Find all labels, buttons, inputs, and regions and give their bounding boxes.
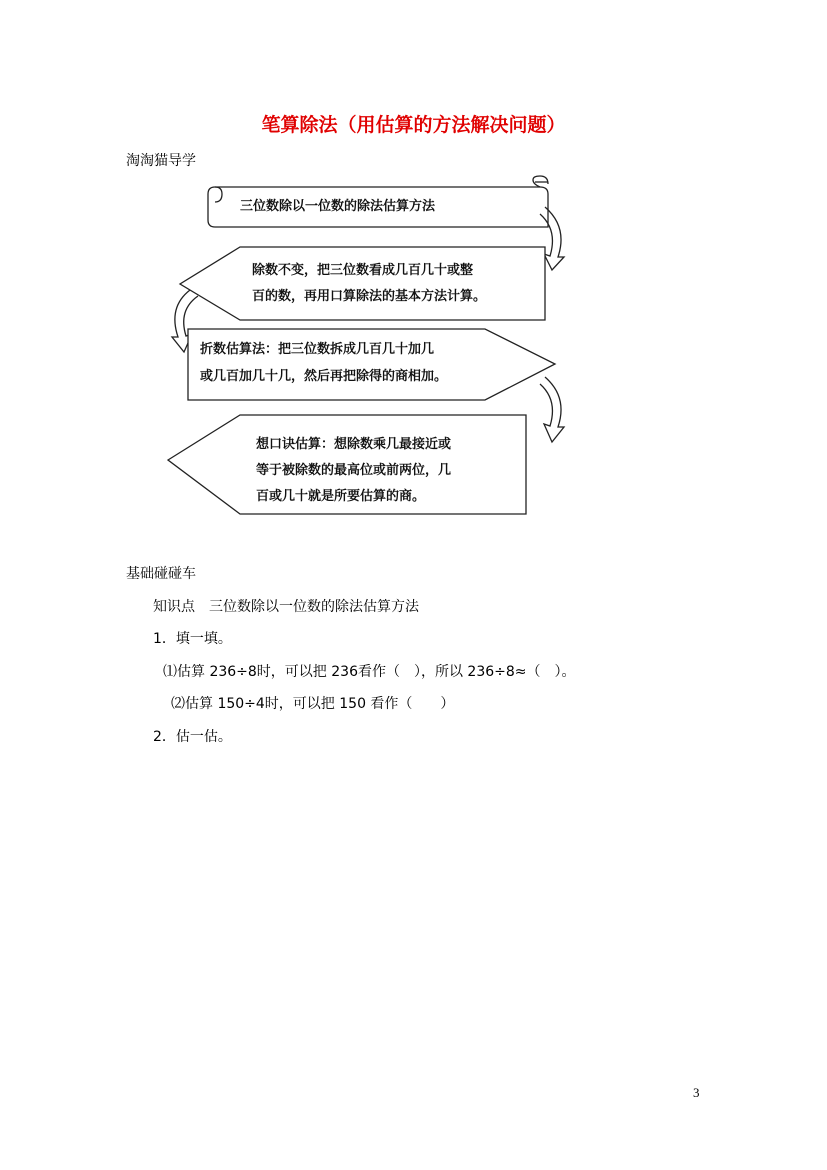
question-1-part-1: ⑴估算 236÷8时，可以把 236看作（ ），所以 236÷8≈（ ）。 — [163, 664, 576, 680]
method-1-line-2: 百的数，再用口算除法的基本方法计算。 — [252, 289, 487, 304]
curved-arrow-icon — [540, 377, 564, 442]
method-box-2 — [188, 329, 555, 400]
question-1: 1．填一填。 — [153, 631, 232, 647]
method-3-line-1: 想口诀估算：想除数乘几最接近或 — [256, 437, 452, 452]
method-box-1 — [180, 247, 545, 320]
section-heading-guide: 淘淘猫导学 — [126, 153, 196, 169]
method-1-line-1: 除数不变，把三位数看成几百几十或整 — [252, 263, 474, 278]
question-1-part-2: ⑵估算 150÷4时，可以把 150 看作（ ） — [171, 696, 455, 712]
question-2: 2．估一估。 — [153, 729, 232, 745]
method-3-line-3: 百或几十就是所要估算的商。 — [256, 489, 426, 504]
method-3-line-2: 等于被除数的最高位或前两位，几 — [256, 463, 452, 478]
method-2-line-1: 折数估算法：把三位数拆成几百几十加几 — [200, 342, 435, 357]
page-title: 笔算除法（用估算的方法解决问题） — [261, 114, 566, 136]
method-2-line-2: 或几百加几十几，然后再把除得的商相加。 — [200, 369, 448, 384]
knowledge-point: 知识点 三位数除以一位数的除法估算方法 — [153, 599, 419, 615]
estimation-methods-diagram — [160, 172, 570, 522]
page-number: 3 — [693, 1085, 700, 1100]
scroll-banner-text: 三位数除以一位数的除法估算方法 — [240, 199, 436, 214]
section-heading-basics: 基础碰碰车 — [126, 566, 196, 582]
